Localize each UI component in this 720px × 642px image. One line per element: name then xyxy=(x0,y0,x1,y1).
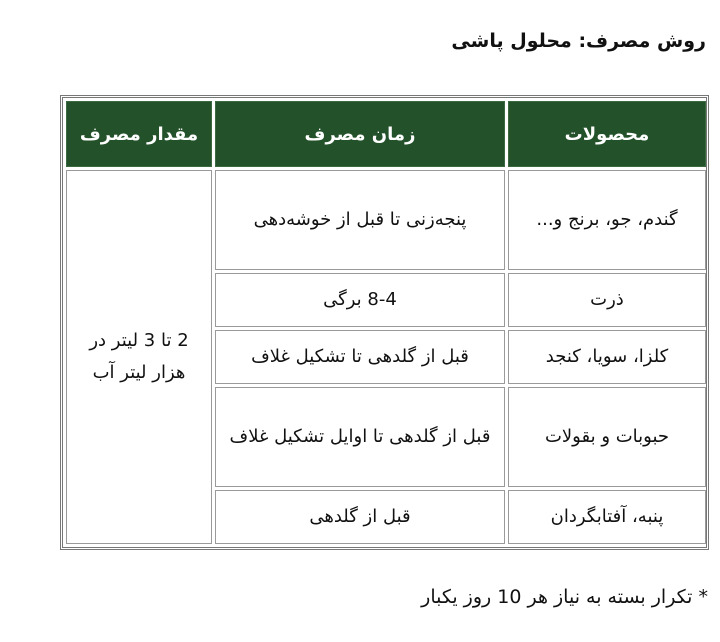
crop-cell: حبوبات و بقولات xyxy=(508,387,706,487)
header-products: محصولات xyxy=(508,101,706,167)
crop-cell: ذرت xyxy=(508,273,706,327)
table-header-row xyxy=(66,101,706,167)
header-time: زمان مصرف xyxy=(215,101,505,167)
page-heading: روش مصرف: محلول پاشی xyxy=(451,30,706,52)
footnote: * تکرار بسته به نیاز هر 10 روز یکبار xyxy=(421,586,708,608)
table-row xyxy=(66,170,706,270)
crop-cell: کلزا، سویا، کنجد xyxy=(508,330,706,384)
time-cell: قبل از گلدهی تا تشکیل غلاف xyxy=(215,330,505,384)
header-amount: مقدار مصرف xyxy=(66,101,212,167)
time-cell: پنجه‌زنی تا قبل از خوشه‌دهی xyxy=(215,170,505,270)
amount-cell: 2 تا 3 لیتر در هزار لیتر آب xyxy=(66,170,212,544)
crop-cell: گندم، جو، برنج و... xyxy=(508,170,706,270)
time-cell: قبل از گلدهی xyxy=(215,490,505,544)
time-cell: 8-4 برگی xyxy=(215,273,505,327)
crop-cell: پنبه، آفتابگردان xyxy=(508,490,706,544)
time-cell: قبل از گلدهی تا اوایل تشکیل غلاف xyxy=(215,387,505,487)
usage-table xyxy=(63,98,709,547)
usage-table-frame xyxy=(60,95,709,550)
